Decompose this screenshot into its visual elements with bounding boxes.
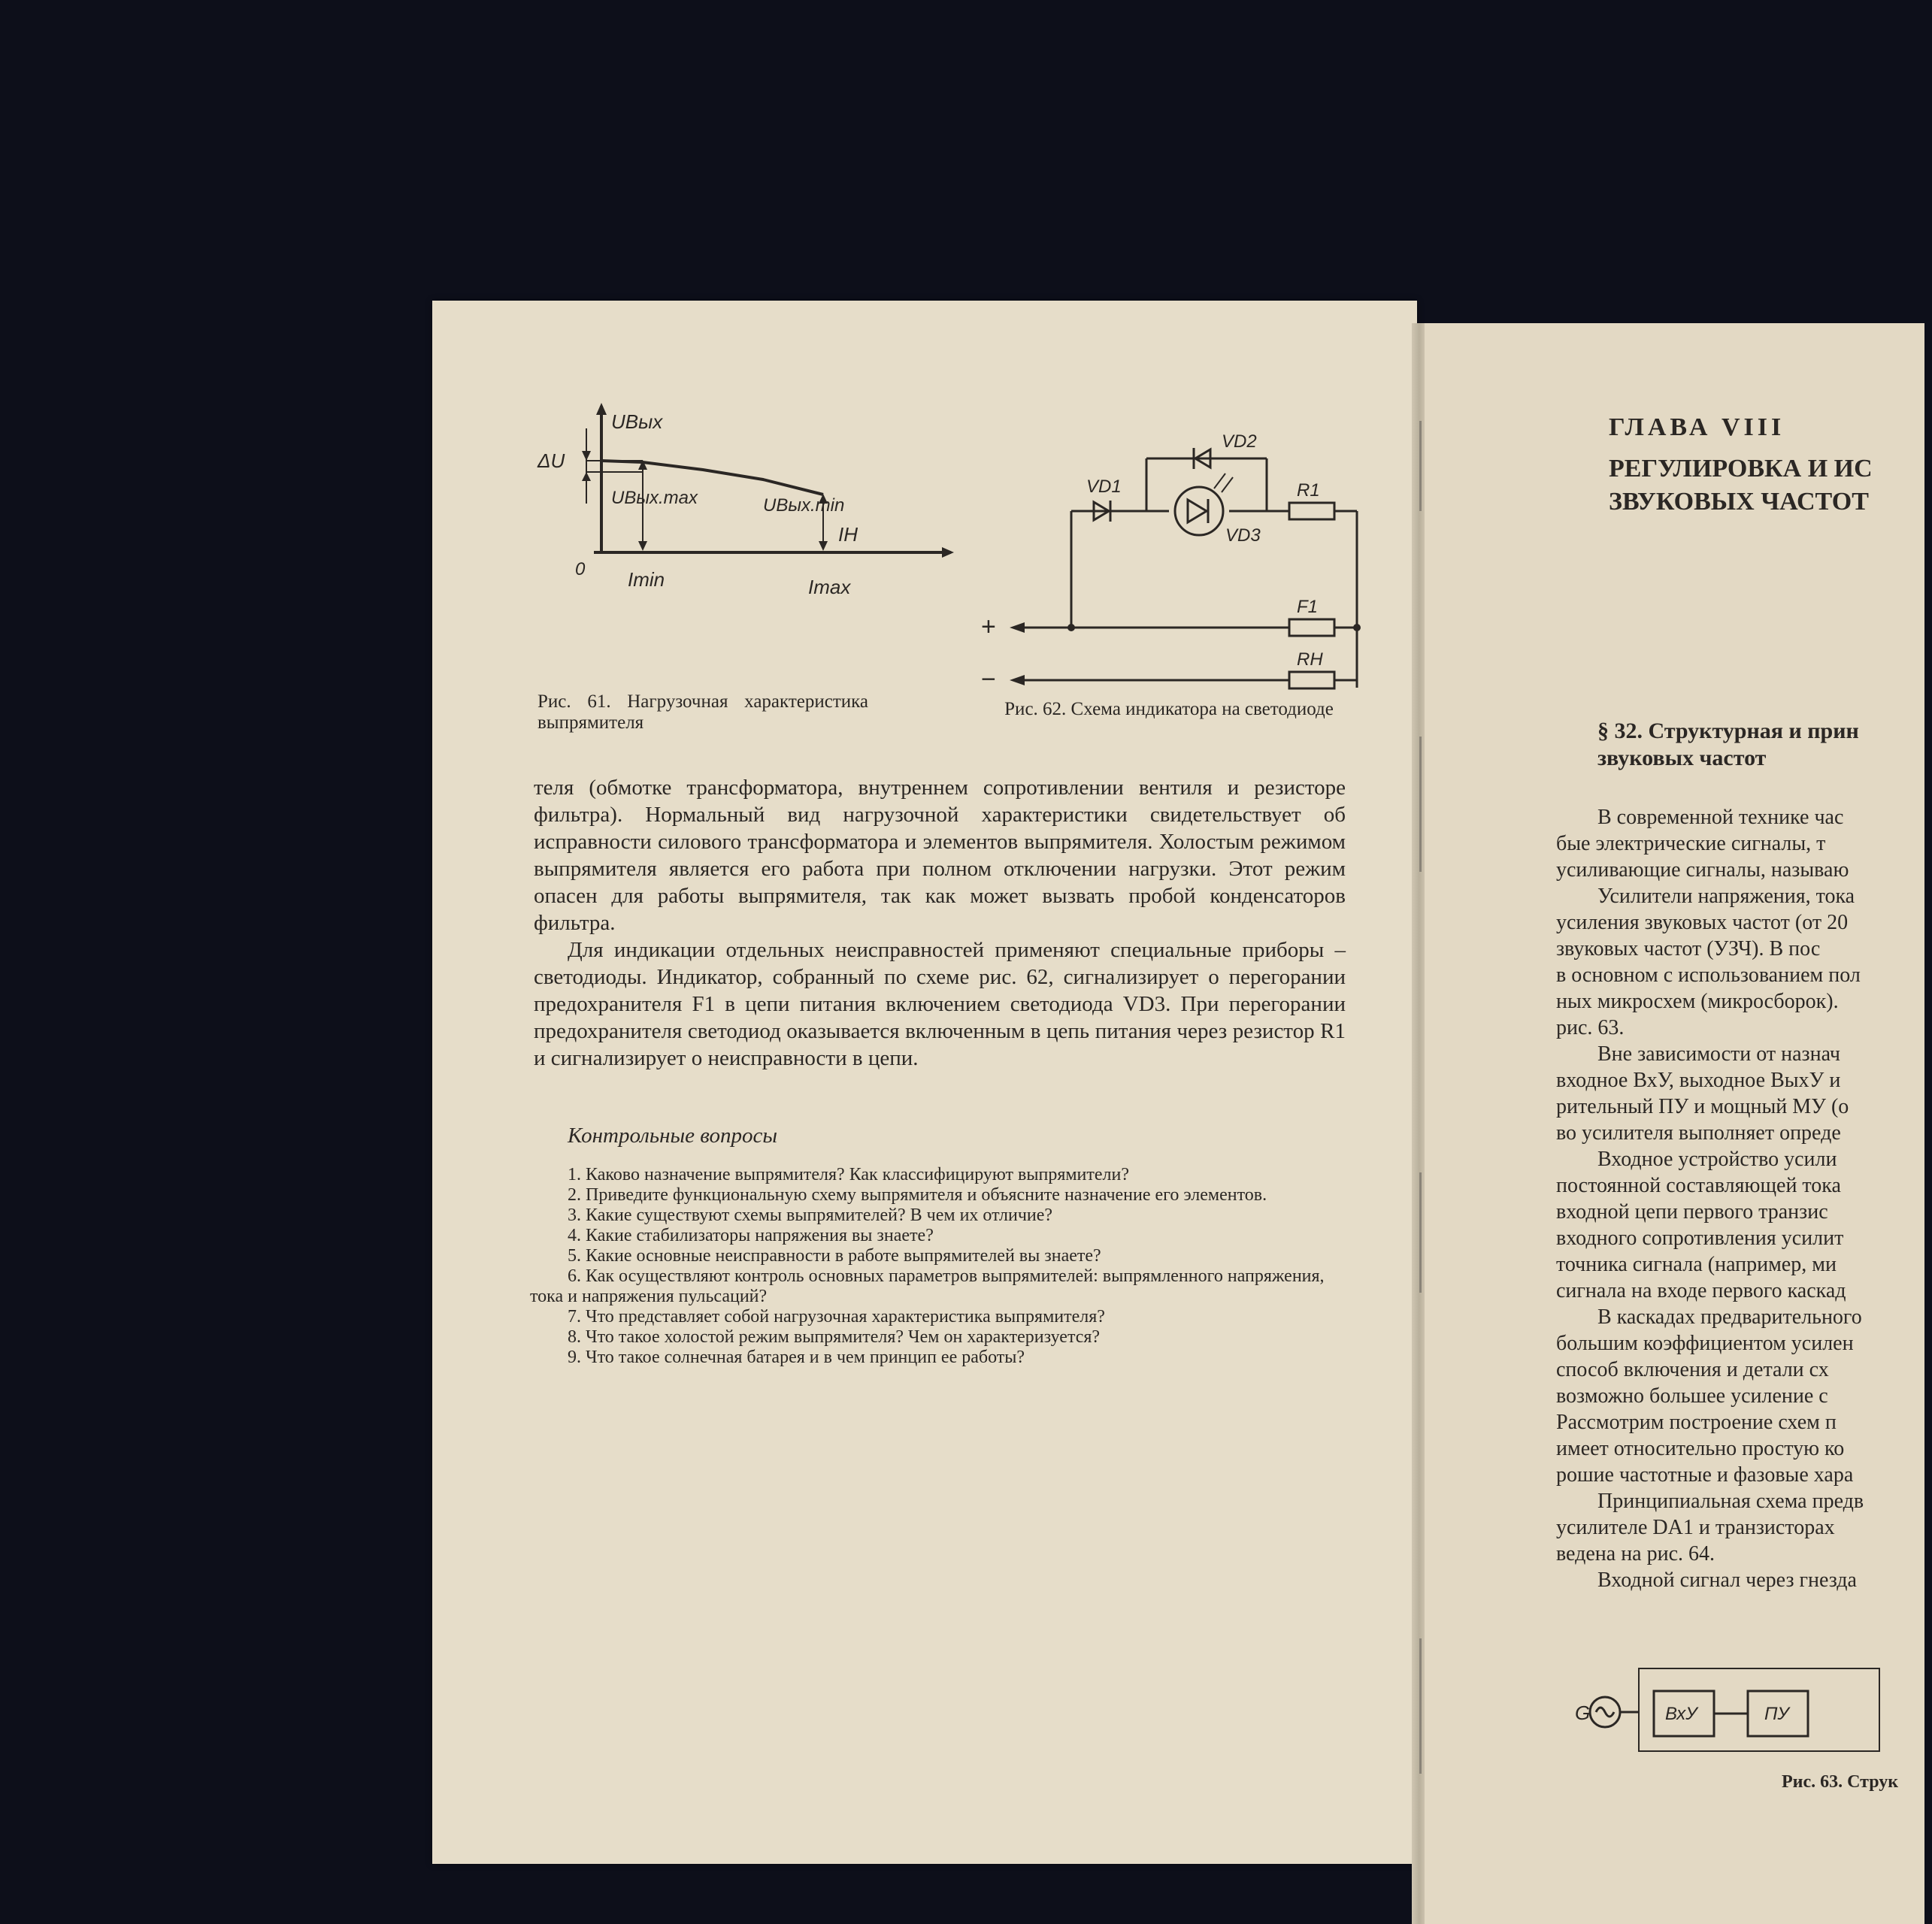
text-line: входной цепи первого транзис (1556, 1200, 1828, 1224)
question-item: 6. Как осуществляют контроль основных параметров выпрямителей: выпрямленного напряжения, тока и напряжения пульсаций? (530, 1266, 1325, 1306)
text-line: ных микросхем (микросборок). (1556, 990, 1839, 1013)
paragraph: Для индикации отдельных неисправностей применяют специальные приборы – светодиоды. Индикатор, собранный по схеме рис. 62, сигнализирует о перегорании предохранителя F1 в цепи питания включением светодиода VD3. При перегорании предохранителя светодиод оказывается включенным в цепь питания через резистор R1 и сигнализирует о неисправности в цепи. (534, 938, 1346, 1070)
questions-heading: Контрольные вопросы (568, 1124, 777, 1148)
text-line: В современной технике час (1597, 806, 1844, 829)
text-line: во усилителя выполняет опреде (1556, 1121, 1841, 1145)
question-item: 5. Какие основные неисправности в работе выпрямителей вы знаете? (568, 1246, 1101, 1266)
text-line: большим коэффициентом усилен (1556, 1332, 1854, 1355)
text-line: рис. 63. (1556, 1016, 1625, 1039)
figure-62-caption: Рис. 62. Схема индикатора на светодиоде (1004, 699, 1334, 719)
text-line: усиливающие сигналы, называю (1556, 858, 1849, 882)
question-item: 9. Что такое солнечная батарея и в чем принцип ее работы? (568, 1348, 1025, 1367)
fig62-label-rn: RН (1297, 649, 1323, 670)
spine-stitch (1419, 737, 1422, 872)
fig61-label-i-max: Imax (808, 576, 851, 598)
text-line: имеет относительно простую ко (1556, 1437, 1845, 1460)
question-item: 3. Какие существуют схемы выпрямителей? В чем их отличие? (568, 1206, 1053, 1225)
figure-61-caption: Рис. 61. Нагрузочная характеристика выпрямителя (538, 691, 868, 733)
figure-61-load-characteristic (530, 406, 951, 646)
figure-62-led-indicator-circuit (981, 421, 1372, 694)
figure-63-block-diagram (1575, 1661, 1928, 1759)
figure-63-caption: Рис. 63. Струк (1782, 1772, 1899, 1792)
fig63-block-preamp: ПУ (1764, 1704, 1789, 1724)
section-heading-line: § 32. Структурная и прин (1597, 718, 1859, 743)
text-line: усиления звуковых частот (от 20 (1556, 911, 1849, 934)
fig62-label-vd1: VD1 (1086, 476, 1122, 497)
text-line: в основном с использованием пол (1556, 964, 1861, 987)
text-line: В каскадах предварительного (1597, 1305, 1862, 1329)
fig63-block-input: ВхУ (1665, 1704, 1697, 1724)
body-text (534, 774, 1346, 1072)
fig62-label-vd3: VD3 (1225, 525, 1261, 546)
text-line: сигнала на входе первого каскад (1556, 1279, 1846, 1302)
section-heading-line: звуковых частот (1597, 746, 1767, 770)
fig61-label-origin: 0 (575, 559, 586, 579)
text-line: входное ВхУ, выходное ВыхУ и (1556, 1069, 1841, 1092)
right-body-text (1556, 804, 1932, 1653)
fig62-label-plus: + (981, 613, 996, 641)
text-line: Усилители напряжения, тока (1597, 885, 1855, 908)
questions-list (530, 1165, 1346, 1368)
left-page (432, 301, 1417, 1864)
fig61-label-u-out-max: UВых.max (611, 488, 698, 508)
text-line: рошие частотные и фазовые хара (1556, 1463, 1854, 1487)
spine-stitch (1419, 421, 1422, 511)
text-line: Вне зависимости от назнач (1597, 1042, 1840, 1066)
text-line: рительный ПУ и мощный МУ (о (1556, 1095, 1849, 1118)
text-line: звуковых частот (УЗЧ). В пос (1556, 937, 1821, 960)
chapter-number: ГЛАВА VIII (1609, 413, 1785, 441)
text-line: точника сигнала (например, ми (1556, 1253, 1837, 1276)
fig62-label-f1: F1 (1297, 597, 1319, 617)
fig63-label-g: G (1575, 1702, 1591, 1724)
fig61-label-i-min: Imin (628, 568, 665, 591)
fig62-label-r1: R1 (1297, 480, 1320, 501)
fig61-label-u-out: UВых (611, 410, 663, 433)
fig61-label-delta-u: ΔU (538, 449, 565, 472)
text-line: бые электрические сигналы, т (1556, 832, 1826, 855)
text-line: Рассмотрим построение схем п (1556, 1411, 1837, 1434)
question-item: 7. Что представляет собой нагрузочная характеристика выпрямителя? (568, 1307, 1105, 1327)
text-line: входного сопротивления усилит (1556, 1227, 1844, 1250)
text-line: Входной сигнал через гнезда (1597, 1569, 1857, 1592)
text-line: Входное устройство усили (1597, 1148, 1837, 1171)
question-item: 2. Приведите функциональную схему выпрямителя и объясните назначение его элементов. (568, 1185, 1267, 1205)
question-item: 4. Какие стабилизаторы напряжения вы знаете? (568, 1226, 934, 1245)
question-item: 1. Каково назначение выпрямителя? Как классифицируют выпрямители? (568, 1165, 1129, 1184)
spine-stitch (1419, 1172, 1422, 1293)
chapter-title-line: РЕГУЛИРОВКА И ИС (1609, 455, 1873, 483)
paragraph: теля (обмотке трансформатора, внутреннем сопротивлении вентиля и резисторе фильтра). Нормальный вид нагрузочной характеристики свидетельствует об исправности силового трансформатора и элементов выпрямителя. Холостым режимом выпрямителя является его работа при полном отключении нагрузки. Этот режим опасен для работы выпрямителя, так как может вызвать пробой конденсаторов фильтра. (534, 776, 1346, 935)
fig62-label-minus: − (981, 665, 996, 694)
spine-stitch (1419, 1638, 1422, 1774)
text-line: постоянной составляющей тока (1556, 1174, 1841, 1197)
text-line: возможно большее усиление с (1556, 1384, 1828, 1408)
text-line: Принципиальная схема предв (1597, 1490, 1864, 1513)
chapter-title (1609, 452, 1924, 519)
fig61-label-u-out-min: UВых.min (763, 495, 845, 516)
chapter-title-line: ЗВУКОВЫХ ЧАСТОТ (1609, 488, 1869, 516)
text-line: усилителе DA1 и транзисторах (1556, 1516, 1835, 1539)
text-line: способ включения и детали сх (1556, 1358, 1829, 1381)
text-line: ведена на рис. 64. (1556, 1542, 1715, 1566)
fig62-label-vd2: VD2 (1222, 431, 1257, 452)
right-page (1425, 323, 1924, 1924)
fig61-label-i-load: IН (838, 523, 858, 546)
section-heading (1597, 718, 1859, 772)
question-item: 8. Что такое холостой режим выпрямителя? Чем он характеризуется? (568, 1327, 1101, 1347)
